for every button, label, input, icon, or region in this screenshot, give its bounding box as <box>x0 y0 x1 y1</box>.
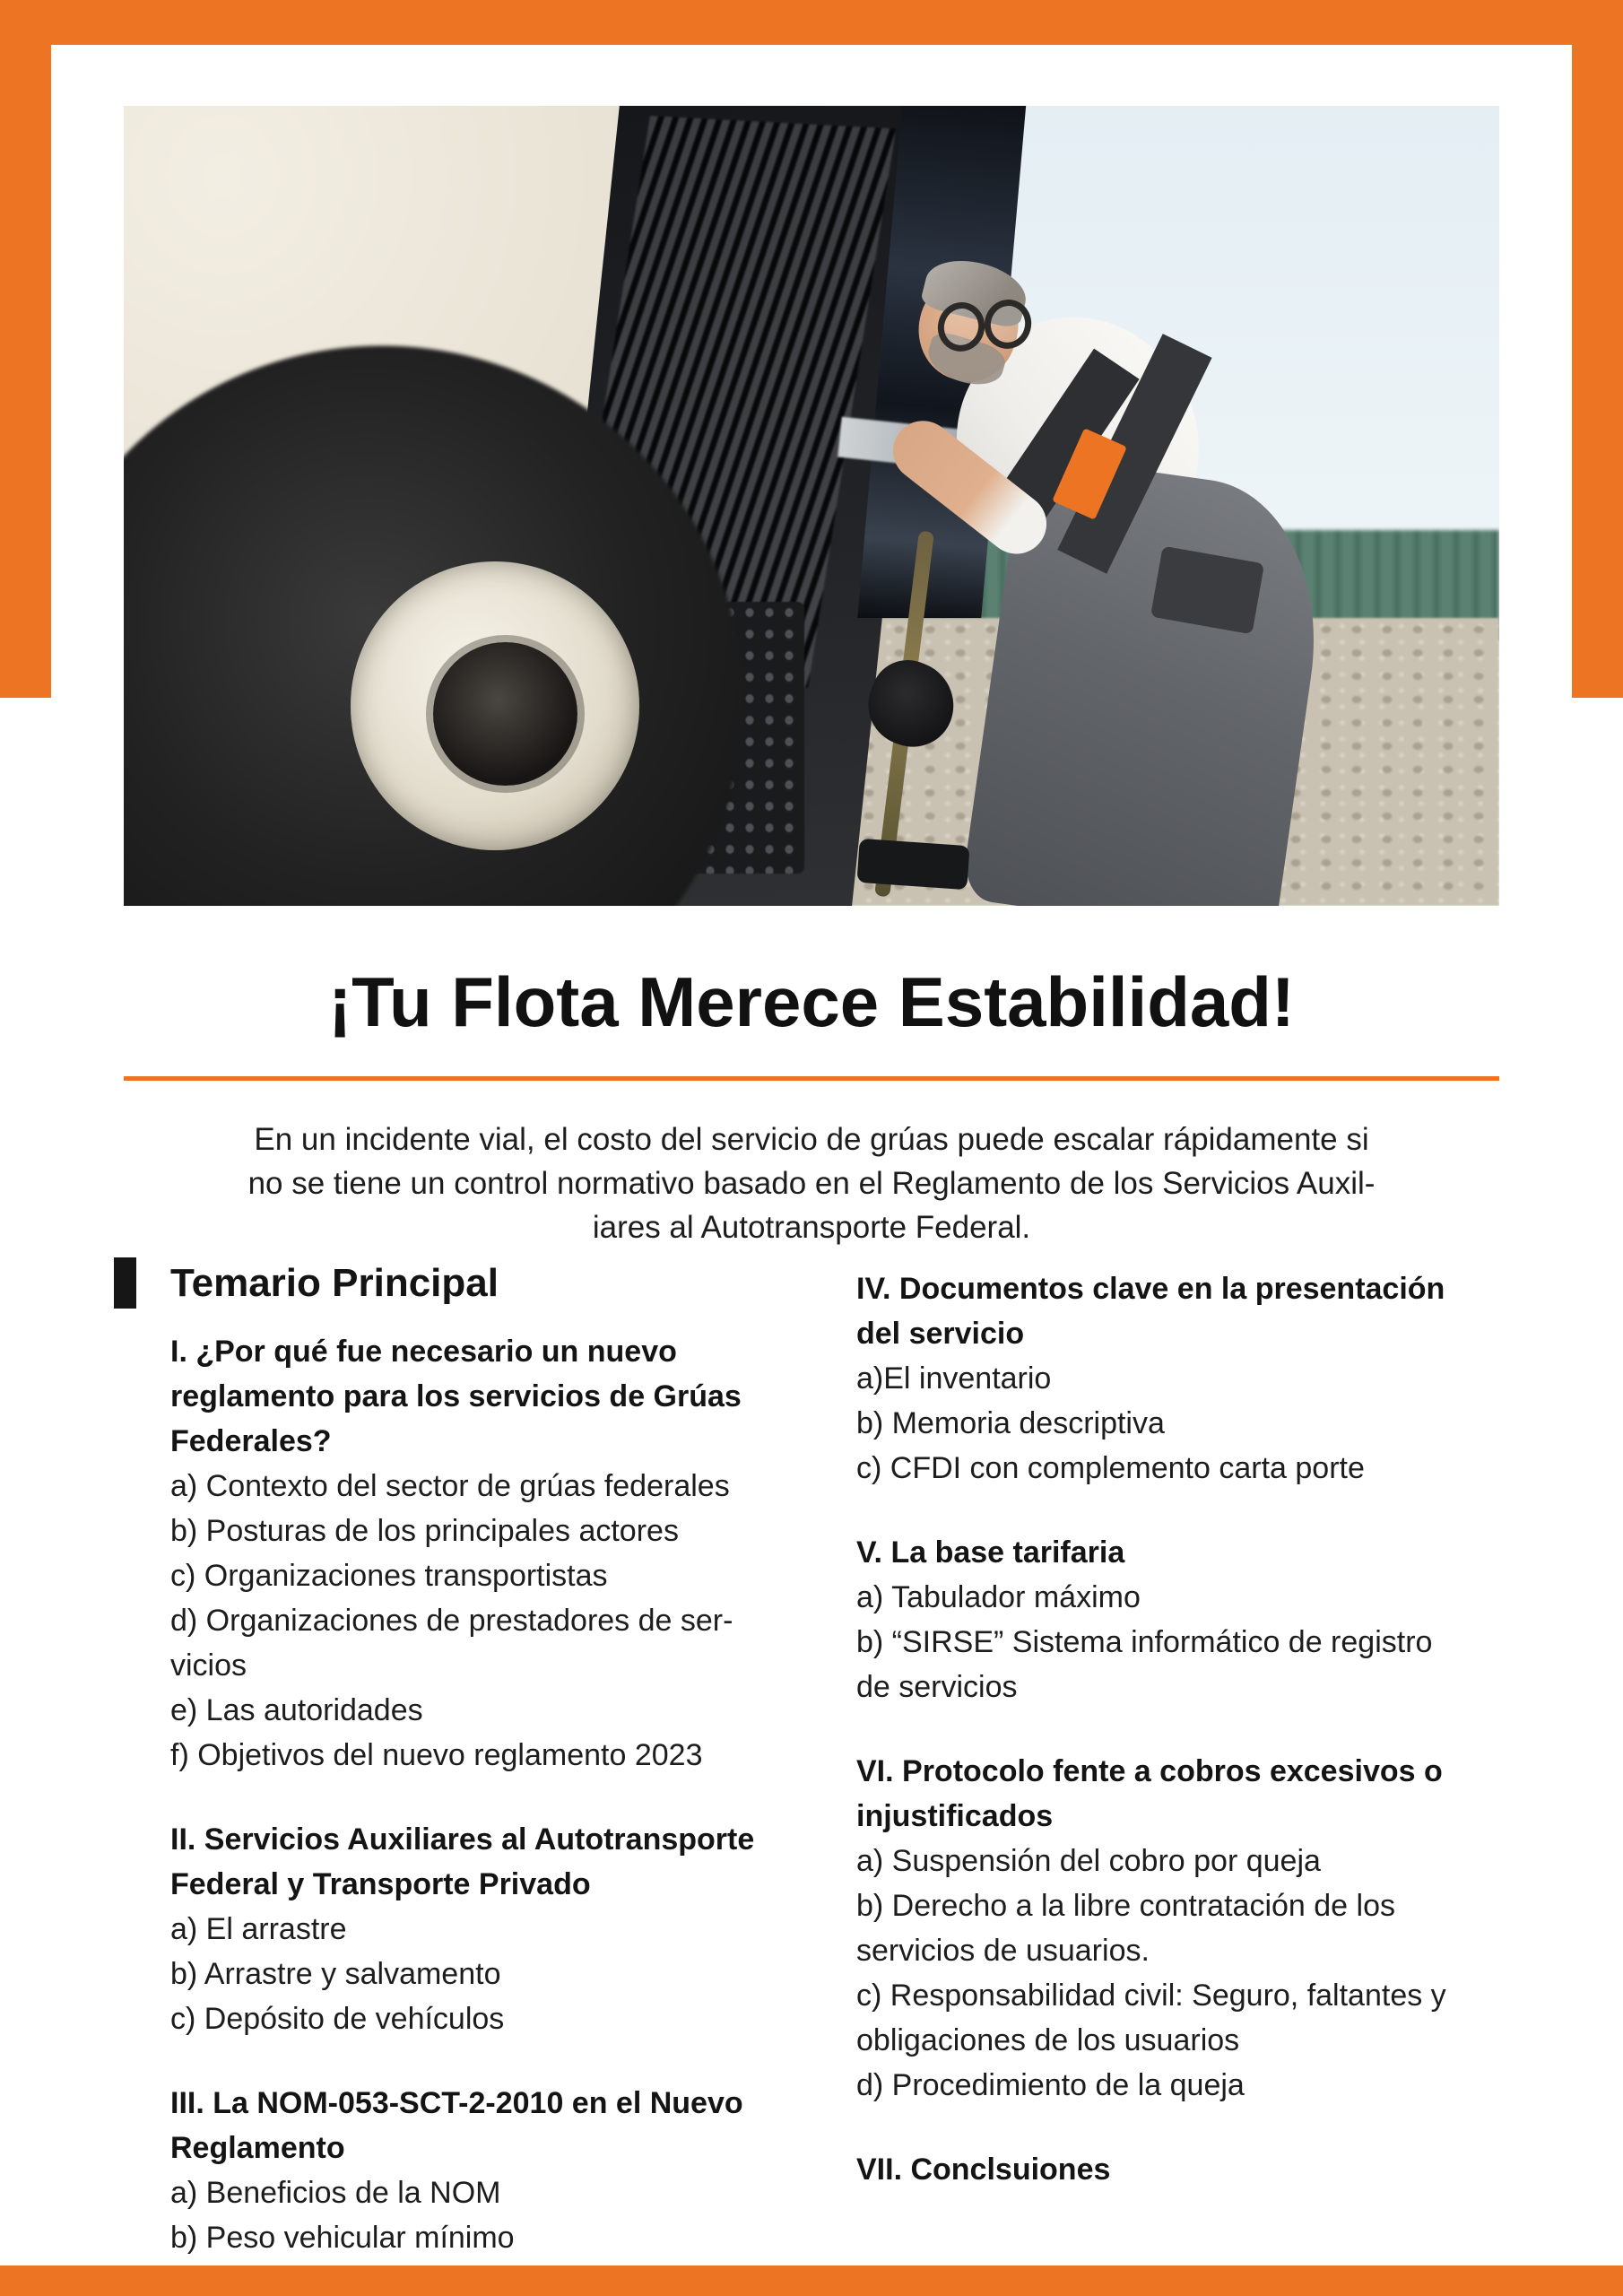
toc-item-line: d) Organizaciones de prestadores de ser- <box>170 1604 733 1638</box>
footer-accent-bar <box>0 2266 1623 2296</box>
left-accent-strip <box>0 0 51 698</box>
toc-item-line: obligaciones de los usuarios <box>856 2023 1240 2057</box>
toc-right-column <box>856 1266 1502 2192</box>
photo-wheel-hub <box>433 642 577 787</box>
toc-item-line: a) El arrastre <box>170 1912 347 1946</box>
toc-section-title-line: III. La NOM-053-SCT-2-2010 en el Nuevo <box>170 2086 743 2120</box>
toc-section-title-line: Federal y Transporte Privado <box>170 1867 591 1901</box>
intro-line: iares al Autotransporte Federal. <box>592 1210 1031 1245</box>
title-divider-rule <box>124 1076 1499 1081</box>
toc-item-line: e) Las autoridades <box>170 1693 423 1727</box>
intro-line: En un incidente vial, el costo del servicio de grúas puede escalar rápidamente si <box>254 1122 1369 1157</box>
intro-line: no se tiene un control normativo basado en el Reglamento de los Servicios Auxil- <box>247 1166 1376 1201</box>
intro-paragraph <box>157 1118 1466 1249</box>
toc-item-line: a) Contexto del sector de grúas federales <box>170 1469 730 1503</box>
toc-item-line: vicios <box>170 1648 247 1683</box>
toc-item-line: c) Depósito de vehículos <box>170 2002 505 2036</box>
toc-section <box>856 2147 1502 2192</box>
right-accent-strip <box>1572 0 1623 698</box>
toc-item-line: a) Tabulador máximo <box>856 1580 1141 1614</box>
toc-section-title-line: Reglamento <box>170 2131 345 2165</box>
toc-item-line: c) Responsabilidad civil: Seguro, faltantes y <box>856 1979 1446 2013</box>
toc-item-line: c) CFDI con complemento carta porte <box>856 1451 1365 1485</box>
toc-section-title-line: Federales? <box>170 1424 332 1458</box>
toc-item-line: servicios de usuarios. <box>856 1934 1150 1968</box>
toc-section-title-line: VI. Protocolo fente a cobros excesivos o <box>856 1754 1443 1788</box>
toc-section <box>170 2081 798 2260</box>
toc-section-title-line: del servicio <box>856 1317 1025 1351</box>
hero-photo <box>124 106 1499 906</box>
toc-item-line: b) Derecho a la libre contratación de los <box>856 1889 1395 1923</box>
toc-item-line: a) Beneficios de la NOM <box>170 2176 501 2210</box>
toc-section-title-line: reglamento para los servicios de Grúas <box>170 1379 742 1413</box>
toc-section-title-line: II. Servicios Auxiliares al Autotransporte <box>170 1822 755 1857</box>
toc-item-line: b) Arrastre y salvamento <box>170 1957 501 1991</box>
toc-item-line: de servicios <box>856 1670 1018 1704</box>
toc-section-title-line: I. ¿Por qué fue necesario un nuevo <box>170 1335 677 1369</box>
toc-item-line: b) Memoria descriptiva <box>856 1406 1165 1440</box>
toc-section-title-line: injustificados <box>856 1799 1054 1833</box>
toc-item-line: b) Posturas de los principales actores <box>170 1514 679 1548</box>
photo-hammer-head <box>857 838 970 889</box>
toc-item-line: b) “SIRSE” Sistema informático de registro <box>856 1625 1433 1659</box>
toc-section <box>170 1817 798 2041</box>
toc-section <box>856 1266 1502 1491</box>
section-bullet-mark <box>114 1257 136 1309</box>
top-accent-bar <box>0 0 1623 45</box>
toc-section-title-line: IV. Documentos clave en la presentación <box>856 1272 1445 1306</box>
toc-item-line: d) Procedimiento de la queja <box>856 2068 1245 2102</box>
toc-left-column <box>170 1329 798 2260</box>
toc-heading: Temario Principal <box>170 1261 499 1305</box>
toc-item-line: a) Suspensión del cobro por queja <box>856 1844 1321 1878</box>
toc-section <box>170 1329 798 1778</box>
toc-section-title-line: VII. Conclsuiones <box>856 2152 1111 2187</box>
toc-section <box>856 1749 1502 2108</box>
toc-item-line: f) Objetivos del nuevo reglamento 2023 <box>170 1738 703 1772</box>
toc-item-line: a)El inventario <box>856 1361 1052 1396</box>
toc-item-line: b) Peso vehicular mínimo <box>170 2221 515 2255</box>
toc-section-title-line: V. La base tarifaria <box>856 1535 1125 1570</box>
page-title: ¡Tu Flota Merece Estabilidad! <box>328 962 1295 1041</box>
toc-section <box>856 1530 1502 1709</box>
toc-item-line: c) Organizaciones transportistas <box>170 1559 608 1593</box>
